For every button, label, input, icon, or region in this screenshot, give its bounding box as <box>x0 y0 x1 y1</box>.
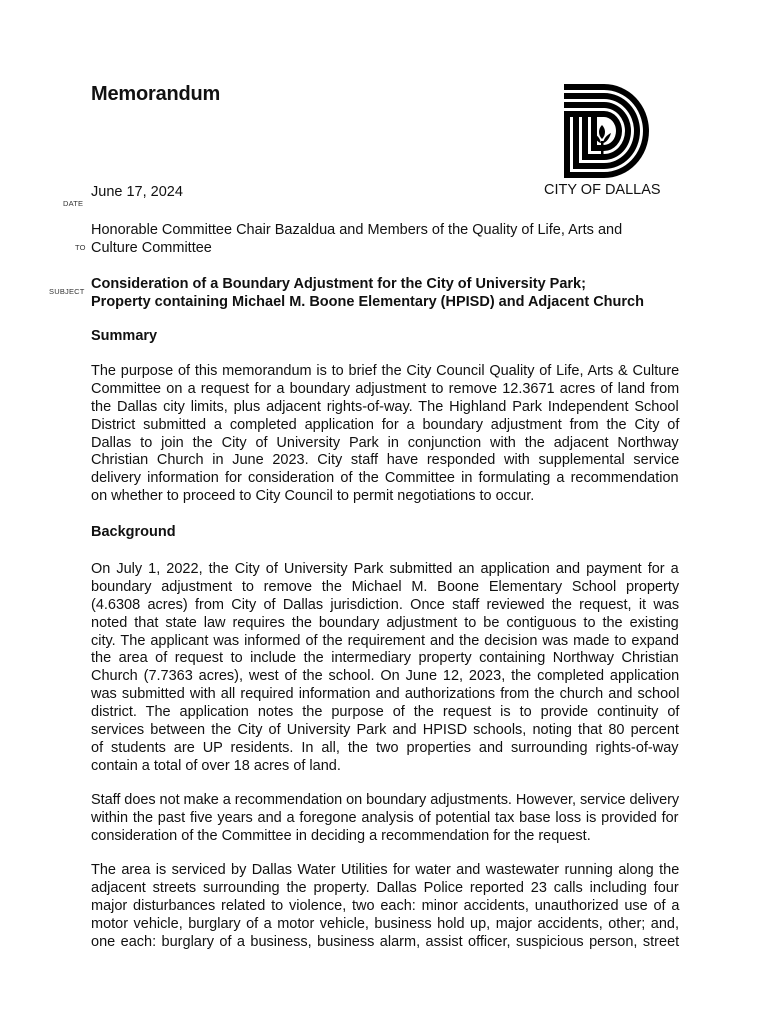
subject-line: Property containing Michael M. Boone Elementary (HPISD) and Adjacent Church <box>91 294 644 310</box>
background-heading: Background <box>91 524 176 540</box>
to-line: Culture Committee <box>91 240 212 256</box>
paragraph-line: one each: burglary of a business, business alarm, assist officer, suspicious person, street <box>91 933 680 950</box>
subject-text <box>91 275 644 311</box>
to-label: TO <box>75 243 86 252</box>
date-label: DATE <box>63 199 84 208</box>
paragraph-line: the Dallas city limits, plus adjacent rights-of-way. The Highland Park Independent School <box>91 398 679 415</box>
paragraph-line: noted that state law requires the boundary adjustment to be contiguous to the existing <box>91 614 679 631</box>
memo-title: Memorandum <box>91 83 221 105</box>
paragraph-line: within the past five years and a foregone analysis of potential tax base loss is provided for <box>91 809 679 826</box>
paragraph-line: city. The applicant was informed of the requirement and the decision was made to expand <box>91 632 679 649</box>
subject-line: Consideration of a Boundary Adjustment for the City of University Park; <box>91 276 586 292</box>
subject-label: SUBJECT <box>49 287 85 296</box>
paragraph-line: was submitted with all required information and authorizations from the church and school <box>91 686 680 703</box>
paragraph-line: delivery information for consideration of the Committee in formulating a recommendation <box>91 470 679 487</box>
paragraph-line: consideration of the Committee in deciding a recommendation for the request. <box>91 827 591 844</box>
paragraph-line: on whether to proceed to City Council to permit negotiations to occur. <box>91 488 535 505</box>
summary-paragraph <box>91 363 679 506</box>
background-paragraph-2 <box>91 792 679 846</box>
paragraph-line: motor vehicle, burglary of a motor vehicle, business hold up, major accidents, other; and, <box>91 915 680 932</box>
background-paragraph-1 <box>91 561 679 776</box>
paragraph-line: adjacent streets surrounding the property. Dallas Police reported 23 calls including four <box>91 879 679 896</box>
organization-name: CITY OF DALLAS <box>544 182 661 198</box>
summary-heading: Summary <box>91 328 158 344</box>
to-line: Honorable Committee Chair Bazaldua and Members of the Quality of Life, Arts and <box>91 222 623 238</box>
paragraph-line: Committee on a request for a boundary adjustment to remove 12.3671 acres of land from <box>91 380 680 397</box>
paragraph-line: The area is serviced by Dallas Water Utilities for water and wastewater running along the <box>91 862 680 878</box>
paragraph-line: Church (7.7363 acres), west of the school. On June 12, 2023, the completed application <box>91 668 680 685</box>
paragraph-line: services between the City of University Park and HPISD schools, noting that 80 percent <box>91 722 679 739</box>
date-value: June 17, 2024 <box>91 184 183 200</box>
city-of-dallas-logo-icon <box>562 83 650 179</box>
paragraph-line: contain a total of over 18 acres of land. <box>91 757 341 774</box>
paragraph-line: of students are UP residents. In all, the two properties and surrounding rights-of-way <box>91 739 679 756</box>
to-recipients <box>91 221 622 257</box>
paragraph-line: District submitted a completed application for a boundary adjustment from the City of <box>91 416 680 433</box>
paragraph-line: Christian Church in June 2023. City staff have responded with supplemental service <box>91 452 680 469</box>
paragraph-line: On July 1, 2022, the City of University Park submitted an application and payment for a <box>91 561 679 577</box>
paragraph-line: Staff does not make a recommendation on boundary adjustments. However, service delivery <box>91 792 680 808</box>
paragraph-line: district. The application notes the purpose of the request is to provide continuity of <box>91 704 680 721</box>
background-paragraph-3 <box>91 862 679 951</box>
paragraph-line: (4.6308 acres) from City of Dallas jurisdiction. Once staff reviewed the request, it was <box>91 596 680 613</box>
paragraph-line: boundary adjustment to remove the Michael M. Boone Elementary School property <box>91 578 680 595</box>
paragraph-line: major disturbances related to violence, two each: minor accidents, unauthorized use of a <box>91 897 680 914</box>
paragraph-line: Dallas to join the City of University Park in conjunction with the adjacent Northway <box>91 434 679 451</box>
paragraph-line: The purpose of this memorandum is to brief the City Council Quality of Life, Arts & Culture <box>91 363 680 379</box>
paragraph-line: the area of request to include the intermediary property containing Northway Christian <box>91 650 679 667</box>
